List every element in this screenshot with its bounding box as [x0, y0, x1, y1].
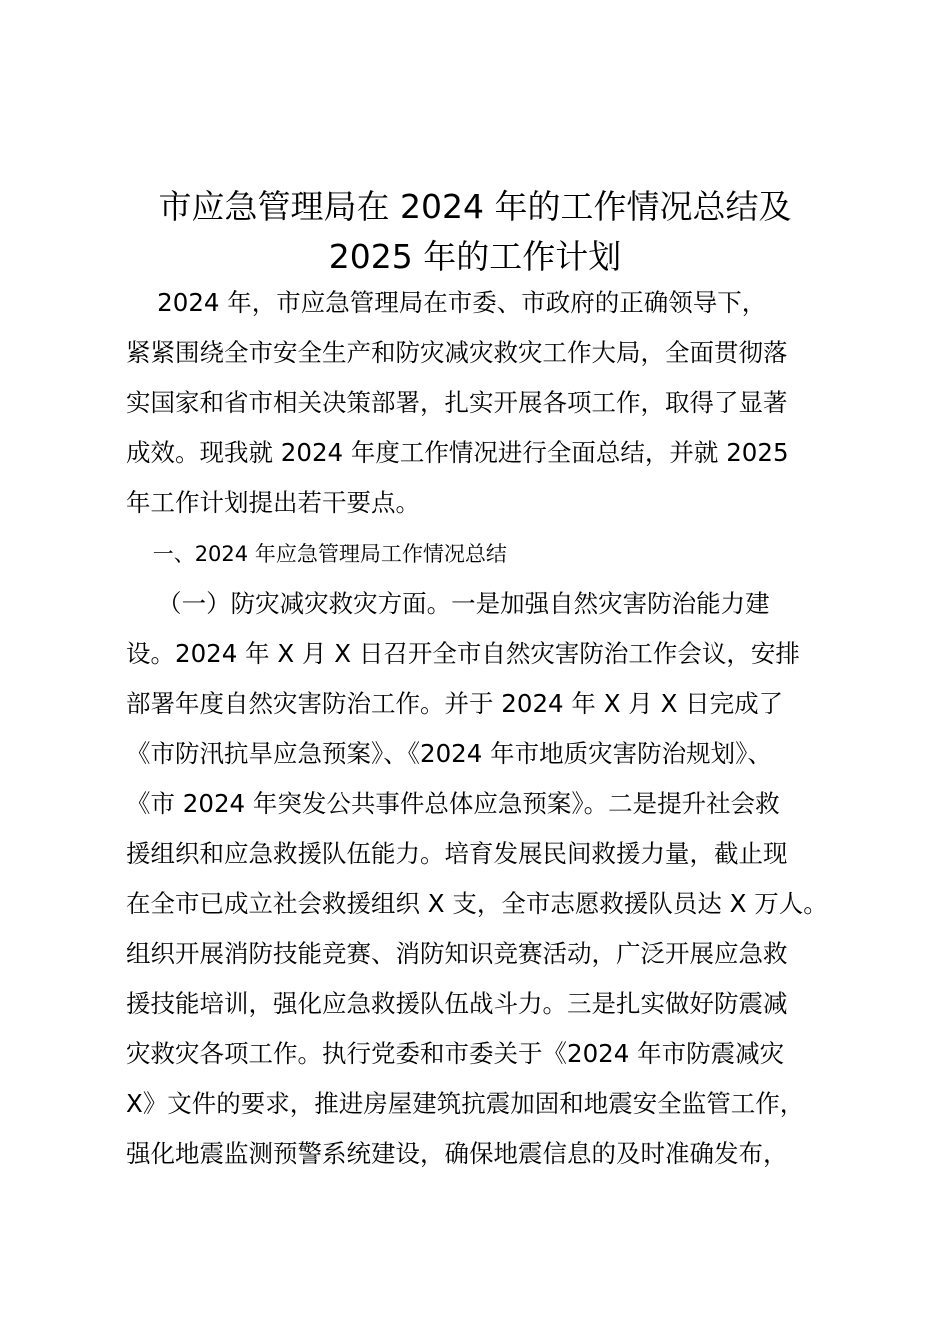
body-line: 强化地震监测预警系统建设，确保地震信息的及时准确发布，: [126, 1139, 788, 1168]
body-line: 成效。现我就 2024 年度工作情况进行全面总结，并就 2025: [126, 438, 789, 467]
body-line: 紧紧围绕全市安全生产和防灾减灾救灾工作大局，全面贯彻落: [126, 338, 788, 367]
body-line: 在全市已成立社会救援组织 X 支，全市志愿救援队员达 X 万人。: [126, 889, 828, 918]
body-line: 年工作计划提出若干要点。: [126, 488, 420, 517]
body-line: 2024 年，市应急管理局在市委、市政府的正确领导下，: [126, 288, 767, 317]
body-line: X》文件的要求，推进房屋建筑抗震加固和地震安全监管工作，: [126, 1089, 805, 1118]
body-line: （一）防灾减灾救灾方面。一是加强自然灾害防治能力建: [126, 589, 770, 618]
body-line: 灾救灾各项工作。执行党委和市委关于《2024 年市防震减灾: [126, 1039, 785, 1068]
body-line: 援技能培训，强化应急救援队伍战斗力。三是扎实做好防震减: [126, 989, 788, 1018]
body-line: 实国家和省市相关决策部署，扎实开展各项工作，取得了显著: [126, 388, 788, 417]
body-line: 《市 2024 年突发公共事件总体应急预案》。二是提升社会救: [126, 789, 780, 818]
document-title-line-1: 市应急管理局在 2024 年的工作情况总结及: [158, 187, 792, 226]
body-line: 部署年度自然灾害防治工作。并于 2024 年 X 月 X 日完成了: [126, 689, 784, 718]
body-line: 援组织和应急救援队伍能力。培育发展民间救援力量，截止现: [126, 839, 788, 868]
document-title-line-2: 2025 年的工作计划: [328, 237, 622, 276]
section-heading: 一、2024 年应急管理局工作情况总结: [126, 542, 507, 566]
body-line: 设。2024 年 X 月 X 日召开全市自然灾害防治工作会议，安排: [126, 639, 800, 668]
body-line: 组织开展消防技能竞赛、消防知识竞赛活动，广泛开展应急救: [126, 939, 788, 968]
body-line: 《市防汛抗旱应急预案》、《2024 年市地质灾害防治规划》、: [126, 739, 772, 768]
